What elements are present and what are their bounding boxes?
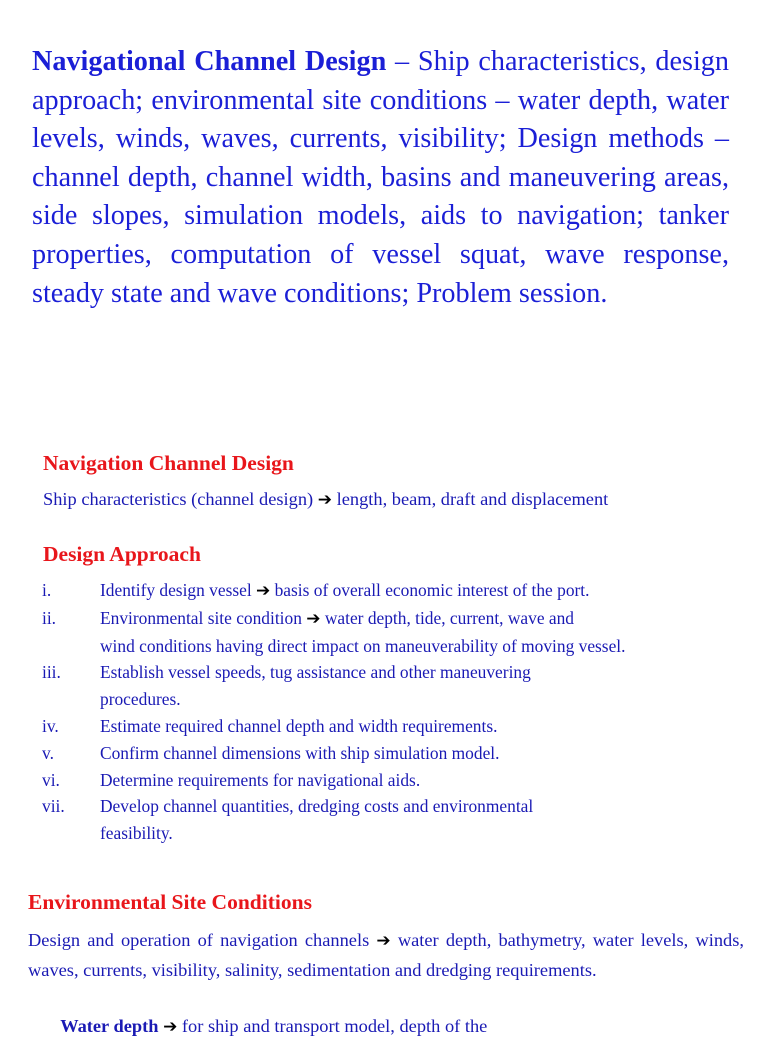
water-depth-line-partial xyxy=(28,1012,744,1041)
water-depth-label: Water depth xyxy=(60,1016,159,1036)
list-item-lead: Develop channel quantities, dredging costs and environmental xyxy=(100,796,534,817)
arrow-right-icon: ➔ xyxy=(163,1017,178,1037)
list-item-continuation: wind conditions having direct impact on maneuverability of moving vessel. xyxy=(100,635,626,656)
list-item xyxy=(42,659,742,713)
list-item xyxy=(42,740,742,767)
environmental-site-conditions-heading: Environmental Site Conditions xyxy=(28,890,312,914)
design-approach-list xyxy=(42,577,742,847)
design-approach-heading: Design Approach xyxy=(43,542,201,566)
arrow-right-icon: ➔ xyxy=(256,581,271,601)
list-item xyxy=(42,713,742,740)
list-item-text xyxy=(100,659,742,713)
course-topics: Ship characteristics, design approach; environmental site conditions – water depth, water levels, winds, waves, currents, visibility; Design methods – channel depth, channel width, basins and maneuvering areas, side slopes, simulation models, aids to navigation; tanker properties, computation of vessel squat, wave response, steady state and wave conditions; Problem session. xyxy=(32,46,729,309)
list-item-lead: Environmental site condition xyxy=(100,607,302,628)
ship-characteristics-line xyxy=(43,488,608,511)
navigation-channel-design-heading: Navigation Channel Design xyxy=(43,451,294,475)
list-item-number: i. xyxy=(42,580,52,600)
list-item xyxy=(42,793,742,847)
ship-characteristics-values: length, beam, draft and displacement xyxy=(332,489,609,509)
arrow-right-icon: ➔ xyxy=(306,608,321,629)
arrow-right-icon: ➔ xyxy=(376,931,391,951)
course-description xyxy=(32,43,729,313)
env-text-start: Design and operation of navigation channels xyxy=(28,930,370,950)
list-item xyxy=(42,577,742,605)
list-item-detail: water depth, tide, current, wave and xyxy=(320,607,575,628)
list-item-lead: Confirm channel dimensions with ship simulation model. xyxy=(100,742,500,763)
list-item-text xyxy=(100,740,742,767)
list-item-text xyxy=(100,605,742,660)
list-item-continuation: procedures. xyxy=(100,689,181,710)
env-text-rest: water depth, bathymetry, water levels, winds, waves, currents, visibility, salinity, sedimentation and dredging requirements. xyxy=(28,930,744,980)
list-item xyxy=(42,767,742,794)
list-item-lead: Identify design vessel xyxy=(100,580,252,600)
list-item-number: vi. xyxy=(42,769,60,790)
list-item-number: v. xyxy=(42,742,54,763)
list-item-number: ii. xyxy=(42,607,57,628)
list-item-lead: Estimate required channel depth and width requirements. xyxy=(100,715,498,736)
ship-characteristics-label: Ship characteristics (channel design) xyxy=(43,489,314,509)
environmental-site-conditions-text xyxy=(28,926,744,984)
list-item-text xyxy=(100,713,742,740)
list-item-text xyxy=(100,767,742,794)
list-item-lead: Establish vessel speeds, tug assistance and other maneuvering xyxy=(100,662,531,683)
list-item-lead: Determine requirements for navigational aids. xyxy=(100,769,421,790)
arrow-right-icon: ➔ xyxy=(317,490,332,510)
list-item-text xyxy=(100,577,742,605)
course-title: Navigational Channel Design xyxy=(32,46,387,77)
water-depth-text: for ship and transport model, depth of the xyxy=(177,1016,488,1036)
list-item-text xyxy=(100,793,742,847)
list-item-number: iv. xyxy=(42,715,59,736)
list-item-number: vii. xyxy=(42,796,65,817)
list-item-number: iii. xyxy=(42,662,61,683)
list-item-continuation: feasibility. xyxy=(100,823,173,844)
title-dash: – xyxy=(386,46,418,77)
list-item xyxy=(42,605,742,660)
list-item-detail: basis of overall economic interest of the port. xyxy=(270,580,590,600)
